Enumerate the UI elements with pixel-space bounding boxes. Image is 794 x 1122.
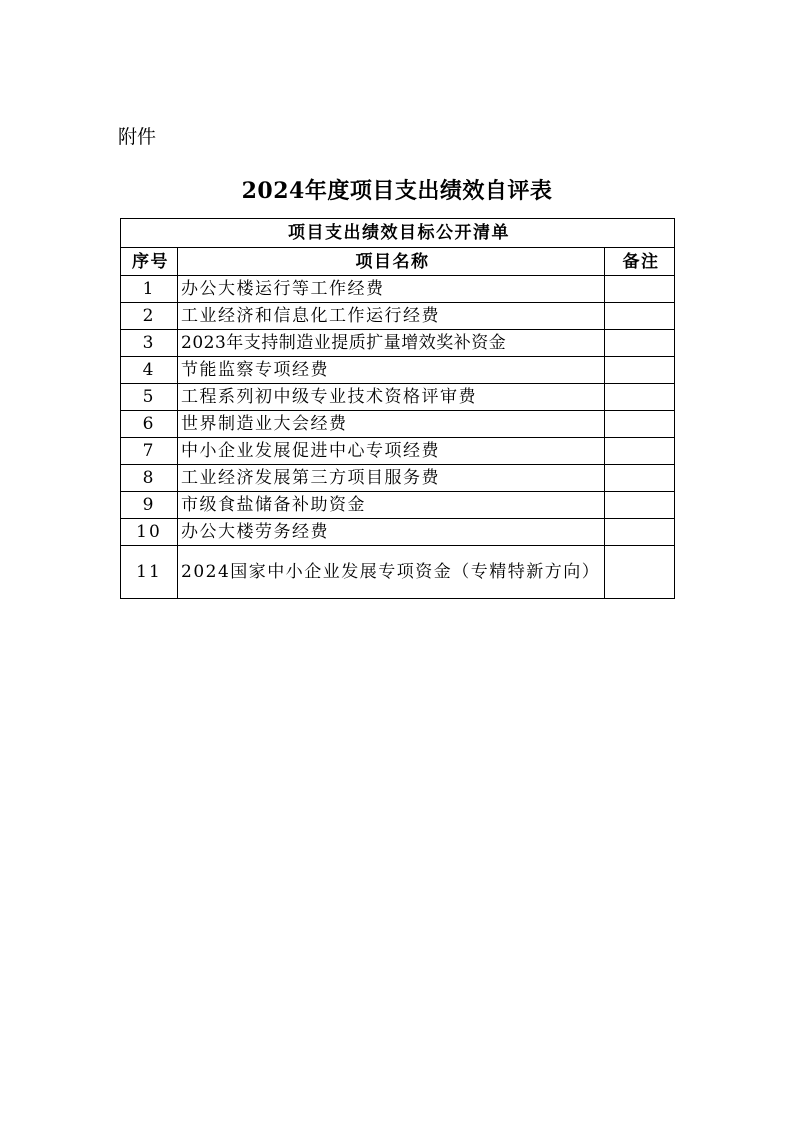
row-seq: 11 [121, 546, 178, 599]
row-note [605, 303, 675, 330]
row-name: 2024国家中小企业发展专项资金（专精特新方向） [178, 546, 605, 599]
row-seq: 3 [121, 330, 178, 357]
row-name: 2023年支持制造业提质扩量增效奖补资金 [178, 330, 605, 357]
row-seq: 2 [121, 303, 178, 330]
table-row [121, 465, 675, 492]
row-name: 中小企业发展促进中心专项经费 [178, 438, 605, 465]
row-name: 工业经济和信息化工作运行经费 [178, 303, 605, 330]
row-note [605, 438, 675, 465]
row-note [605, 384, 675, 411]
row-seq: 4 [121, 357, 178, 384]
table-row [121, 357, 675, 384]
row-seq: 10 [121, 519, 178, 546]
row-name: 节能监察专项经费 [178, 357, 605, 384]
row-name: 世界制造业大会经费 [178, 411, 605, 438]
row-name: 工业经济发展第三方项目服务费 [178, 465, 605, 492]
row-name: 工程系列初中级专业技术资格评审费 [178, 384, 605, 411]
row-note [605, 546, 675, 599]
header-name: 项目名称 [178, 248, 605, 276]
table-row [121, 330, 675, 357]
table-row [121, 492, 675, 519]
row-seq: 1 [121, 276, 178, 303]
table-row [121, 519, 675, 546]
table-caption: 项目支出绩效目标公开清单 [121, 219, 675, 248]
row-note [605, 357, 675, 384]
row-note [605, 411, 675, 438]
row-seq: 5 [121, 384, 178, 411]
row-note [605, 276, 675, 303]
row-seq: 7 [121, 438, 178, 465]
document-title: 2024年度项目支出绩效自评表 [241, 178, 553, 204]
table-row [121, 546, 675, 599]
row-seq: 6 [121, 411, 178, 438]
row-name: 市级食盐储备补助资金 [178, 492, 605, 519]
table-row [121, 411, 675, 438]
table-caption-row [121, 219, 675, 248]
attachment-label: 附件 [118, 126, 157, 148]
table-header-row [121, 248, 675, 276]
row-seq: 8 [121, 465, 178, 492]
row-note [605, 519, 675, 546]
row-note [605, 330, 675, 357]
project-list-table [120, 218, 675, 599]
row-note [605, 492, 675, 519]
table-row [121, 384, 675, 411]
row-name: 办公大楼运行等工作经费 [178, 276, 605, 303]
table-row [121, 303, 675, 330]
table-row [121, 438, 675, 465]
header-note: 备注 [605, 248, 675, 276]
table-row [121, 276, 675, 303]
row-seq: 9 [121, 492, 178, 519]
header-seq: 序号 [121, 248, 178, 276]
row-note [605, 465, 675, 492]
row-name: 办公大楼劳务经费 [178, 519, 605, 546]
